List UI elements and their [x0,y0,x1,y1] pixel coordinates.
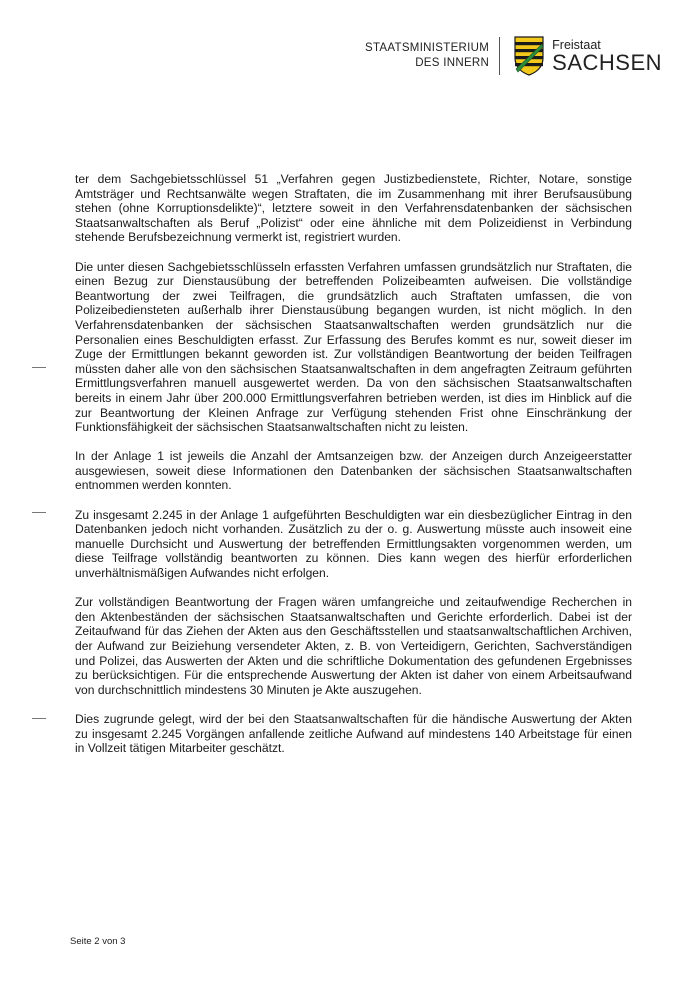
header-divider [499,37,500,75]
paragraph: Zur vollständigen Beantwortung der Fragen wären umfangreiche und zeitaufwendige Recherchen in den Aktenbeständen der sächsischen Staatsanwaltschaften und Gerichte erforderlich. Dabei ist der Zeitaufwand für das Ziehen der Akten aus den Geschäftsstellen und staatsanwaltschaftlichen Archiven, der Aufwand zur Beiziehung versendeter Akten, z. B. von Verteidigern, Gerichten, Sachverständigen und Polizei, das Auswerten der Akten und die schriftliche Dokumentation des gefundenen Ergebnisses zu berücksichtigen. Für die entsprechende Auswertung der Akten ist daher von einem Arbeitsaufwand von durchschnittlich mindestens 30 Minuten je Akte auszugehen. [75,595,632,697]
state-line-2: SACHSEN [552,50,662,75]
saxony-coat-of-arms-icon [514,36,544,76]
paragraph: Die unter diesen Sachgebietsschlüsseln erfassten Verfahren umfassen grundsätzlich nur Straftaten, die einen Bezug zur Dienstausübung der betreffenden Polizeibeamten aufweisen. Die vollständige Beantwortung der zwei Teilfragen, die grundsätzlich auch Straftaten umfassen, die von Polizeibediensteten außerhalb ihrer Dienstausübung begangen wurden, ist nicht möglich. In den Verfahrensdatenbanken der sächsischen Staatsanwaltschaften werden grundsätzlich nur die Personalien eines Beschuldigten erfasst. Zur Erfassung des Berufes kommt es nur, soweit dieser im Zuge der Ermittlungen bekannt geworden ist. Zur vollständigen Beantwortung der beiden Teilfragen müssten daher alle von den sächsischen Staatsanwaltschaften in dem angefragten Zeitraum geführten Ermittlungsverfahren manuell ausgewertet werden. Da von den sächsischen Staatsanwaltschaften bereits in einem Jahr über 200.000 Ermittlungsverfahren betrieben werden, ist dies im Hinblick auf die zur Beantwortung der Kleinen Anfrage zur Verfügung stehenden Frist ohne Einschränkung der Funktionsfähigkeit der sächsischen Staatsanwaltschaften nicht zu leisten. [75,259,632,435]
ministry-line-1: STAATSMINISTERIUM [364,42,490,54]
paragraph: In der Anlage 1 ist jeweils die Anzahl der Amtsanzeigen bzw. der Anzeigen durch Anzeigeerstatter ausgewiesen, soweit diese Informationen den Datenbanken der sächsischen Staatsanwaltschaften entnommen werden konnten. [75,449,632,493]
paragraph: ter dem Sachgebietsschlüssel 51 „Verfahren gegen Justizbedienstete, Richter, Notare, sonstige Amtsträger und Rechtsanwälte wegen Straftaten, die im Zusammenhang mit ihrer Berufsausübung stehen (ohne Korruptionsdelikte)“, letztere soweit in den Verfahrensdatenbanken der sächsischen Staatsanwaltschaften als Beruf „Polizist“ oder eine ähnliche mit dem Polizeidienst in Verbindung stehende Berufsbezeichnung vermerkt ist, registriert wurden. [75,172,632,245]
fold-mark [32,367,46,368]
paragraph: Dies zugrunde gelegt, wird der bei den Staatsanwaltschaften für die händische Auswertung der Akten zu insgesamt 2.245 Vorgängen anfallende zeitliche Aufwand auf mindestens 140 Arbeitstage für einen in Vollzeit tätigen Mitarbeiter geschätzt. [75,711,632,756]
fold-mark [32,718,46,719]
page-number: Seite 2 von 3 [70,936,126,947]
ministry-line-2: DES INNERN [415,57,490,69]
state-line-1: Freistaat [552,38,601,52]
ministry-name [365,41,499,71]
state-name [552,38,662,74]
letter-body [75,172,632,770]
letterhead [365,36,662,76]
fold-mark [32,512,46,513]
paragraph: Zu insgesamt 2.245 in der Anlage 1 aufgeführten Beschuldigten war ein diesbezüglicher Eintrag in den Datenbanken jedoch nicht vorhanden. Zusätzlich zu der o. g. Auswertung müsste auch insoweit eine manuelle Durchsicht und Auswertung der betreffenden Ermittlungsakten vorgenommen werden, um diese Teilfrage vollständig beantworten zu können. Dies kann wegen des hierfür erforderlichen unverhältnismäßigen Aufwandes nicht erfolgen. [75,507,632,581]
